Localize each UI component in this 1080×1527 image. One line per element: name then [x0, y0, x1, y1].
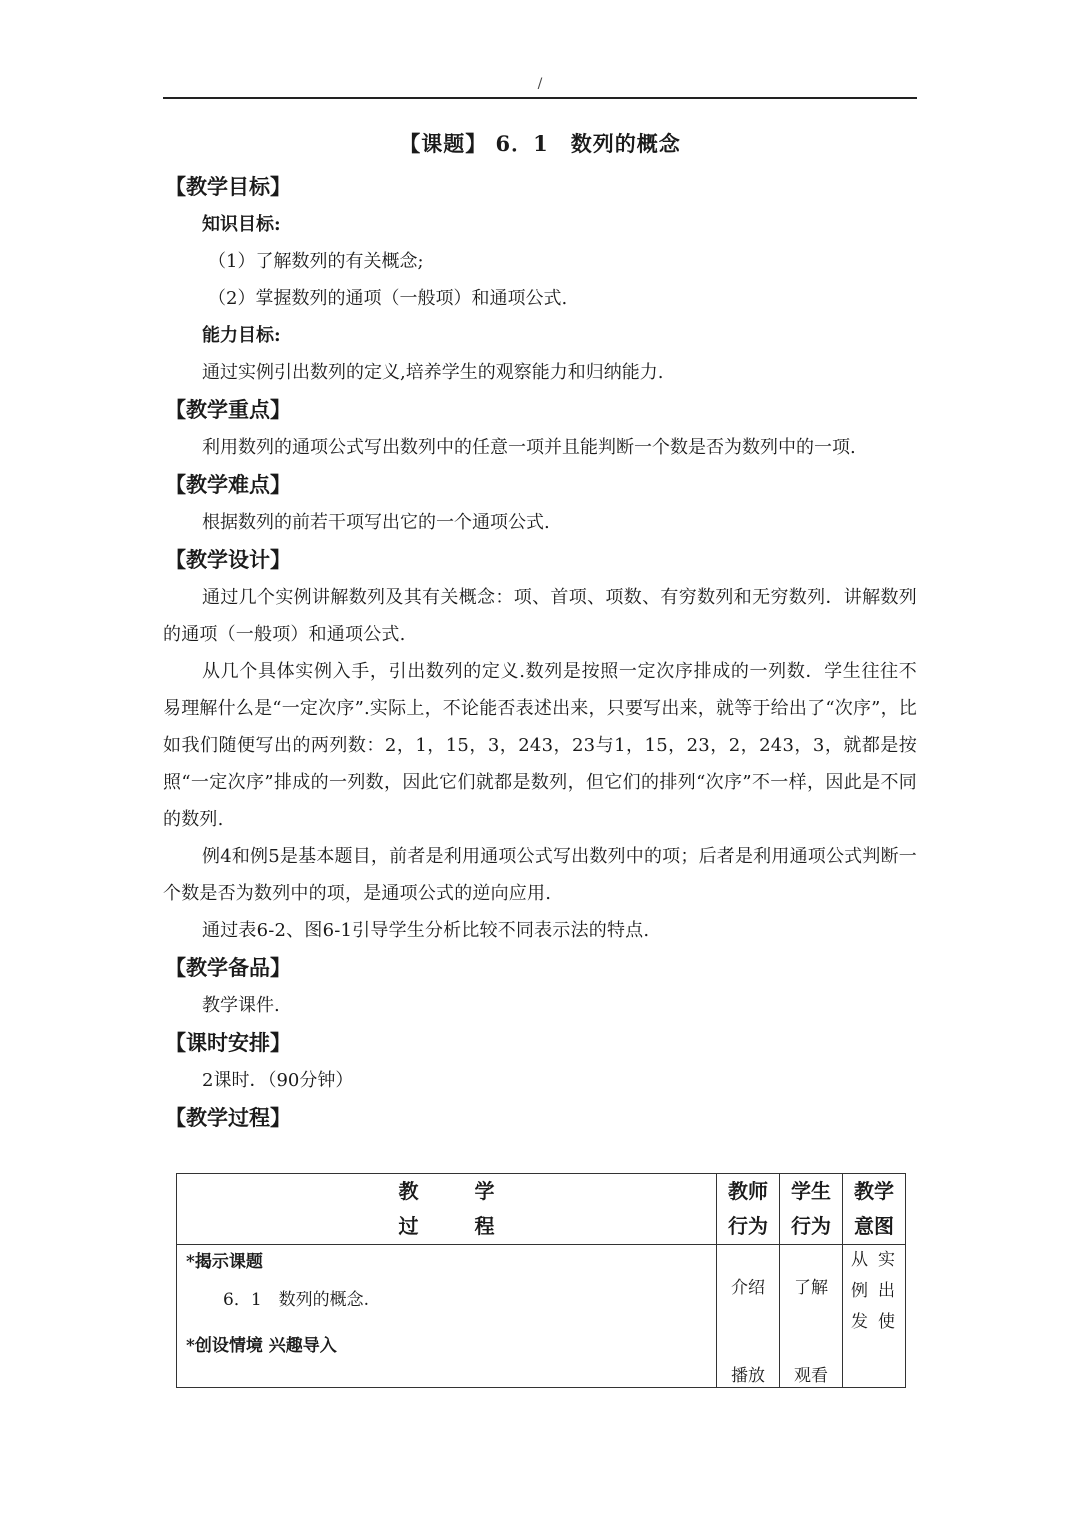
- design-heading: 【教学设计】: [165, 547, 291, 572]
- table-header-row: [177, 1174, 906, 1245]
- materials-heading: 【教学备品】: [165, 955, 291, 980]
- header-student-behavior: [780, 1174, 843, 1245]
- teacher-action: 播放: [731, 1366, 765, 1386]
- header-process: [177, 1174, 717, 1245]
- teacher-behavior-cell: [717, 1245, 780, 1388]
- knowledge-goal-item: （2）掌握数列的通项（一般项）和通项公式.: [208, 288, 568, 309]
- knowledge-goal-item: （1）了解数列的有关概念;: [208, 251, 424, 272]
- topic-text: 6．1 数列的概念.: [223, 1290, 370, 1310]
- header-teacher-behavior: [717, 1174, 780, 1245]
- header-char: 学: [474, 1179, 495, 1203]
- table-row: [177, 1245, 906, 1388]
- schedule-text: 2课时．（90分钟）: [202, 1070, 354, 1091]
- ability-goal-text: 通过实例引出数列的定义,培养学生的观察能力和归纳能力.: [202, 362, 664, 383]
- header-line: 行为: [728, 1214, 768, 1238]
- scenario-label: *创设情境 兴趣导入: [186, 1336, 337, 1356]
- teacher-action: 介绍: [731, 1278, 765, 1298]
- process-heading: 【教学过程】: [165, 1105, 291, 1130]
- intent-line: 发使: [851, 1312, 905, 1332]
- header-char: 教: [398, 1179, 419, 1203]
- header-line: 行为: [791, 1214, 831, 1238]
- header-line: 意图: [854, 1214, 894, 1238]
- intent-line: 从实: [851, 1250, 905, 1270]
- lesson-title: 【课题】 6．1 数列的概念: [399, 131, 681, 156]
- lesson-content: [163, 168, 917, 1137]
- design-paragraph: 通过表6-2、图6-1引导学生分析比较不同表示法的特点.: [202, 920, 650, 941]
- intent-line: 例出: [851, 1281, 905, 1301]
- design-paragraph: 通过几个实例讲解数列及其有关概念：项、首项、项数、有穷数列和无穷数列．讲解数列的通项（一般项）和通项公式.: [163, 587, 917, 645]
- key-points-text: 利用数列的通项公式写出数列中的任意一项并且能判断一个数是否为数列中的一项.: [202, 437, 856, 458]
- difficulties-heading: 【教学难点】: [165, 472, 291, 497]
- materials-text: 教学课件.: [202, 995, 280, 1016]
- header-line: 学生: [791, 1179, 831, 1203]
- page-header-mark: /: [537, 76, 543, 92]
- reveal-topic-label: *揭示课题: [186, 1252, 263, 1272]
- ability-goals-heading: 能力目标:: [202, 325, 281, 346]
- header-line: 教师: [728, 1179, 768, 1203]
- knowledge-goals-heading: 知识目标:: [202, 214, 281, 235]
- header-char: 程: [474, 1214, 495, 1238]
- header-teaching-intent: [843, 1174, 906, 1245]
- design-paragraph: 例4和例5是基本题目，前者是利用通项公式写出数列中的项；后者是利用通项公式判断一个数是否为数列中的项，是通项公式的逆向应用.: [163, 846, 917, 904]
- schedule-heading: 【课时安排】: [165, 1030, 291, 1055]
- teaching-intent-cell: [843, 1245, 906, 1388]
- design-paragraph: 从几个具体实例入手，引出数列的定义.数列是按照一定次序排成的一列数．学生往往不易理解什么是“一定次序”.实际上，不论能否表述出来，只要写出来，就等于给出了“次序”，比如我们随便写出的两列数：2，1，15，3，243，23与1，15，23，2，243，3，就都是按照“一定次序”排成的一列数，因此它们就都是数列，但它们的排列“次序”不一样，因此是不同的数列.: [163, 661, 917, 830]
- goals-heading: 【教学目标】: [165, 174, 291, 199]
- process-cell: [177, 1245, 717, 1388]
- teaching-process-table: [176, 1173, 906, 1388]
- header-char: 过: [398, 1214, 419, 1238]
- student-action: 了解: [794, 1278, 828, 1298]
- student-behavior-cell: [780, 1245, 843, 1388]
- student-action: 观看: [794, 1366, 828, 1386]
- header-line: 教学: [854, 1179, 894, 1203]
- key-points-heading: 【教学重点】: [165, 397, 291, 422]
- difficulties-text: 根据数列的前若干项写出它的一个通项公式.: [202, 512, 550, 533]
- header-rule: [163, 97, 917, 99]
